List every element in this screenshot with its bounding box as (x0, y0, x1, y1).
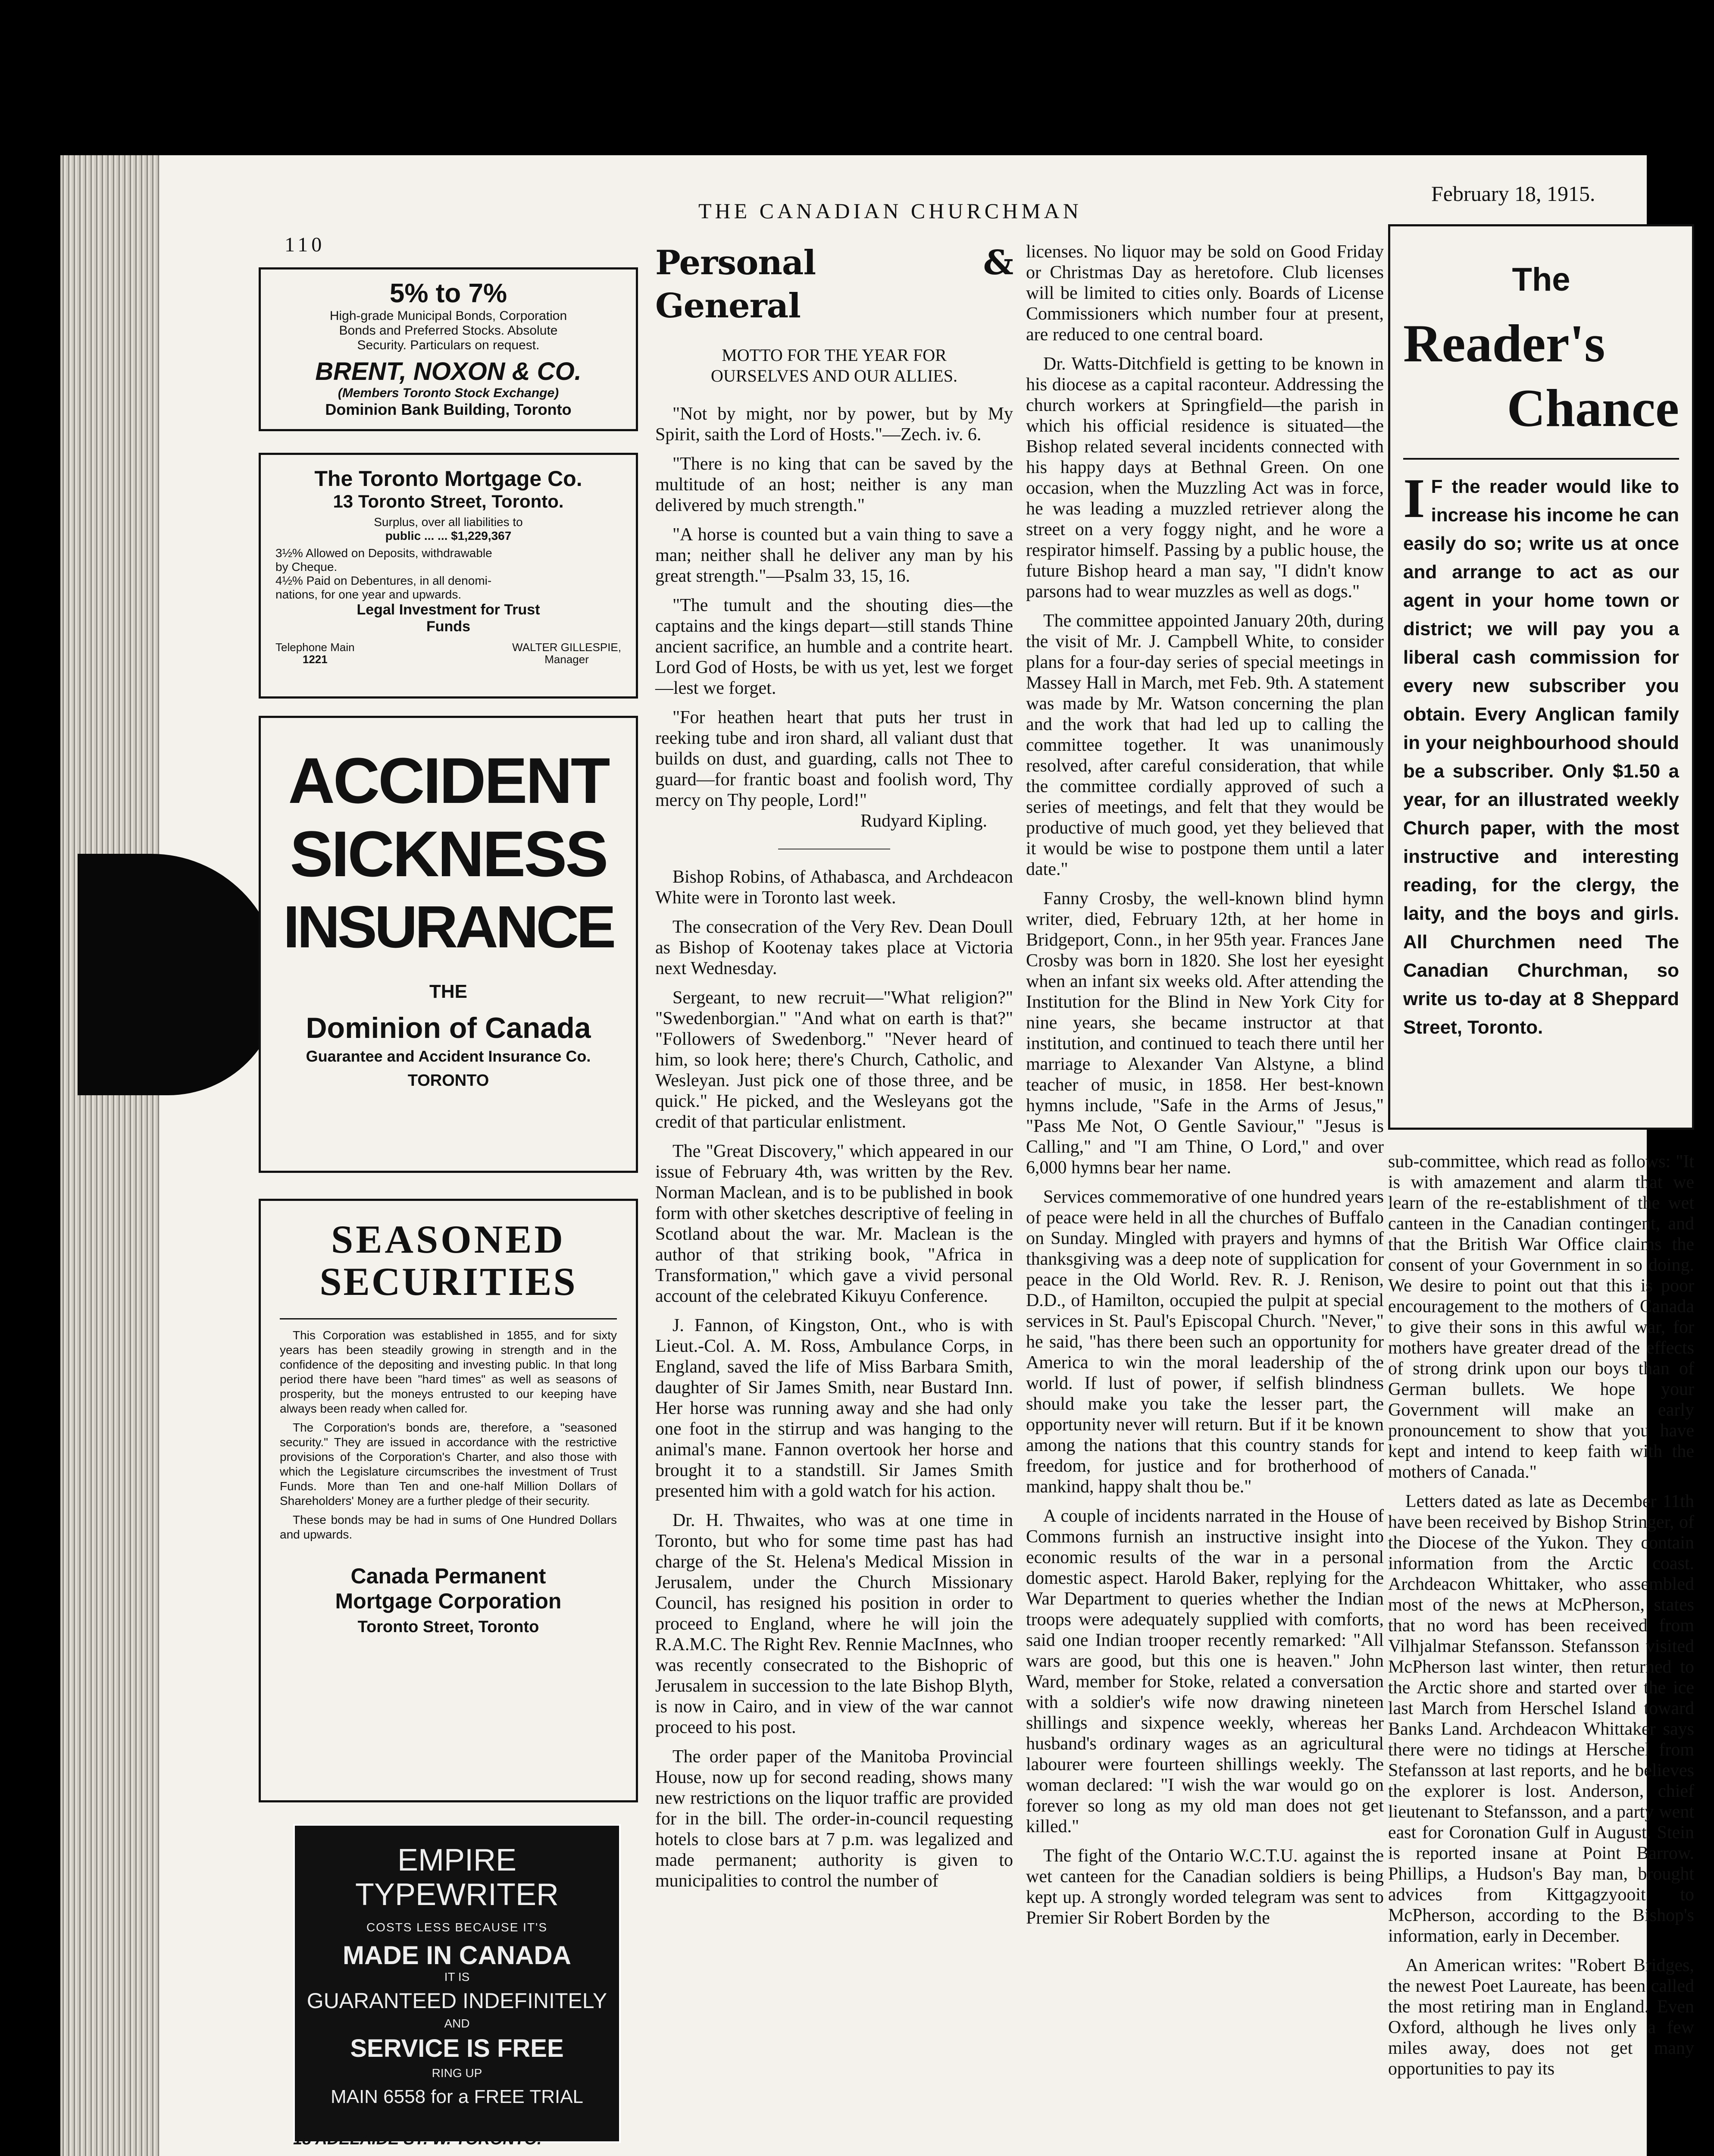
paragraph: "The tumult and the shouting dies—the captains and the kings depart—still stands Thine ancient sacrifice, an humble and a contrite heart. Lord God of Hosts, be with us yet, lest we forget—lest we forget. (655, 595, 1013, 698)
page-fore-edge (60, 155, 160, 2156)
thumb-shadow (78, 854, 280, 1095)
rc-body (1403, 467, 1679, 1042)
ad-et-address: 18 ADELAIDE ST. W. TORONTO. (293, 2130, 542, 2148)
paragraph: "There is no king that can be saved by the multitude of an host; neither is any man delivered by much strength." (655, 454, 1013, 515)
ad-ss-para: The Corporation's bonds are, therefore, a "seasoned security." They are issued in accordance with the restrictive provisions of the Corporation's Charter, and also those with which the Legislature circumscribes the investment of Trust Funds. More than Ten and one-half Million Dollars of Shareholders' Money are a further pledge of their security. (280, 1421, 617, 1507)
ad-brent-line: Bonds and Preferred Stocks. Absolute (339, 323, 558, 338)
readers-chance-box (1388, 224, 1694, 1130)
ad-ss-name: Canada Permanent (350, 1564, 546, 1588)
ad-ins-company: Dominion of Canada (306, 1012, 591, 1044)
paragraph: The committee appointed January 20th, during the visit of Mr. J. Campbell White, to consider plans for a four-day series of special meetings in Massey Hall in March, met Feb. 9th. A statement was made by Mr. Watson concerning the plan and the work that had led up to calling the committee together. It was unanimously resolved, after careful consideration, that while the committee cordially approved of such a series of meetings, and felt that they would be productive of much good, yet they believed that it would be wise to postpone them until a later date." (1026, 611, 1384, 879)
paragraph: licenses. No liquor may be sold on Good Friday or Christmas Day as heretofore. Club licenses will be limited to cities only. Boards of License Commissioners which number four at present, are reduced to one central board. (1026, 242, 1384, 345)
rc-title: Chance (1507, 379, 1679, 438)
paragraph: The fight of the Ontario W.C.T.U. against the wet canteen for the Canadian soldiers is being kept up. A strongly worded telegram was sent to Premier Sir Robert Borden by the (1026, 1846, 1384, 1928)
paragraph: Dr. H. Thwaites, who was at one time in Toronto, but who for some time past has had charge of the St. Helena's Medical Mission in Jerusalem, under the Church Missionary Council, has resigned his position in order to proceed to England, where he will join the R.A.M.C. The Right Rev. Rennie MacInnes, who was recently consecrated to the Bishopric of Jerusalem in succession to the late Bishop Blyth, is now in Cairo, and in view of the war cannot proceed to his post. (655, 1510, 1013, 1737)
masthead: THE CANADIAN CHURCHMAN (698, 199, 1082, 223)
ad-tm-line: 3½% Allowed on Deposits, withdrawable (275, 546, 492, 560)
ad-tm-name: The Toronto Mortgage Co. (314, 467, 582, 491)
ad-tm-line: 4½% Paid on Debentures, in all denomi- (275, 574, 492, 587)
ad-tm-phone-label: Telephone Main (275, 641, 355, 654)
ad-tm-legal: Legal Investment for Trust (357, 602, 540, 618)
paragraph: "A horse is counted but a vain thing to save a man; neither shall he deliver any man by his great strength."—Psalm 33, 15, 16. (655, 525, 1013, 586)
ad-et-service: SERVICE IS FREE (350, 2034, 564, 2062)
paragraph: The consecration of the Very Rev. Dean Doull as Bishop of Kootenay takes place at Victoria next Wednesday. (655, 917, 1013, 978)
paragraph: Services commemorative of one hundred years of peace were held in all the churches of Buffalo on Sunday. Mingled with prayers and hymns of thanksgiving was a deep note of supplication for peace in the Old World. Rev. R. J. Renison, D.D., of Hamilton, occupied the pulpit at special services in St. Paul's Episcopal Church. "Never," he said, "has there been such an opportunity for America to win the moral leadership of the world. If lust of power, if selfish blindness should make you take the lesser part, the opportunity never will return. But if it be known among the nations that this country stands for freedom, for justice and for brotherhood of mankind, happy shalt thou be." (1026, 1187, 1384, 1497)
ad-brent-name: BRENT, NOXON & CO. (315, 357, 582, 385)
ad-ss-title: SEASONED (331, 1217, 566, 1261)
ad-tm-line: Surplus, over all liabilities to (374, 515, 523, 529)
ad-brent-address: Dominion Bank Building, Toronto (325, 401, 572, 418)
paragraph: A couple of incidents narrated in the House of Commons furnish an instructive insight into economic results of the war in a personal domestic aspect. Harold Baker, replying for the War Department to queries whether the Indian troops were adequately supplied with comforts, said one Indian trooper recently remarked: "All wars are good, but this one is heaven." John Ward, member for Stoke, related a conversation with a soldier's wife now drawing nineteen shillings and sixpence weekly, whereas her husband's ordinary wages as an agricultural labourer were fourteen shillings weekly. The woman declared: "I wish the war would go on forever so long as my old man does not get killed." (1026, 1506, 1384, 1836)
ad-tm-manager-name: WALTER GILLESPIE, (512, 641, 621, 654)
ad-ss-title: SECURITIES (319, 1260, 577, 1304)
ad-brent-noxon (259, 267, 638, 431)
rc-text: F the reader would like to increase his income he can easily do so; write us at once and arrange to act as our agent in your home town or district; we will pay you a liberal cash commission for every new subscriber you obtain. Every Anglican family in your neighbourhood should be a subscriber. Only $1.50 a year, for an illustrated weekly Church paper, with the most instructive and interesting reading, for the clergy, the laity, and the boys and girls. All Churchmen need The Canadian Churchman, so write us to-day at 8 Sheppard Street, Toronto. (1403, 476, 1679, 1038)
ad-tm-line: nations, for one year and upwards. (275, 588, 462, 601)
page-number: 110 (285, 233, 325, 256)
ad-et-line: IT IS (444, 1970, 470, 1984)
column-three (1026, 241, 1384, 1937)
motto-title: OURSELVES AND OUR ALLIES. (711, 366, 957, 385)
ad-tm-funds: Funds (426, 618, 470, 635)
ad-ins-word: INSURANCE (283, 894, 614, 960)
ad-ss-address: Toronto Street, Toronto (357, 1618, 539, 1636)
paragraph: "For heathen heart that puts her trust in reeking tube and iron shard, all valiant dust that builds on dust, and guarding, calls not Thee to guard—for frantic boast and foolish word, Thy mercy on Thy people, Lord!" (655, 708, 1013, 810)
ad-empire-typewriter (293, 1824, 621, 2143)
paragraph: Fanny Crosby, the well-known blind hymn writer, died, February 12th, at her home in Bridgeport, Conn., in her 95th year. Frances Jane Crosby was born in 1820. She lost her eyesight when an infant six weeks old. After attending the Institution for the Blind in New York City for nine years, she became instructor at that institution, and continued to teach there until her marriage to Alexander Van Alstyne, a blind teacher of music, in 1858. Her best-known hymns include, "Safe in the Arms of Jesus," "Pass Me Not, O Gentle Saviour," "Jesus is Calling," and "I am Thine, O Lord," and over 6,000 hymns bear her name. (1026, 889, 1384, 1178)
ad-et-guaranteed: GUARANTEED INDEFINITELY (307, 1989, 607, 2013)
rc-the: The (1512, 261, 1570, 298)
paragraph: Dr. Watts-Ditchfield is getting to be known in his diocese as a capital raconteur. Addressing the church workers at Springfield—the parish in which his official residence is situated—the Bishop related several incidents connected with his happy days at Bethnal Green. On one occasion, when the Muzzling Act was in force, he was leading a muzzled retriever along the street on a very foggy night, and he wore a respirator himself. Passing by a public house, the future Bishop heard a man say, "I didn't know parsons had to wear muzzles as well as dogs." (1026, 354, 1384, 602)
paragraph: An American writes: "Robert Bridges, the newest Poet Laureate, has been called the most retiring man in England. Even Oxford, although he lives only a few miles away, does not get many opportunities to pay its (1388, 1955, 1694, 2079)
column-personal-general (655, 241, 1013, 1900)
paragraph: sub-committee, which read as follows: "It is with amazement and alarm that we learn of the re-establishment of the wet canteen in the Canadian contingent, and that the British War Office claims the consent of your Government in so doing. We desire to point out that this is poor encouragement to the mothers of Canada to give their sons in this awful war, for mothers have greater dread of the effects of strong drink upon our boys than of German bullets. We hope your Government will make an early pronouncement to show that you have kept and intend to keep faith with the mothers of Canada." (1388, 1152, 1694, 1482)
quote-author: Rudyard Kipling. (860, 811, 987, 831)
ad-tm-manager-title: Manager (544, 653, 589, 666)
ad-brent-members: (Members Toronto Stock Exchange) (338, 386, 559, 400)
ad-accident-insurance (259, 716, 638, 1173)
paragraph: The order paper of the Manitoba Provincial House, now up for second reading, shows many new restrictions on the liquor traffic are provided for in the bill. The order-in-council requesting hotels to close bars at 7 p.m. was legalized and made permanent; authority is given to municipalities to control the number of (655, 1747, 1013, 1891)
ad-tm-line: by Cheque. (275, 560, 338, 573)
paragraph: The "Great Discovery," which appeared in our issue of February 4th, was written by the Rev. Norman Maclean, and is to be published in book form with other sketches descriptive of feeling in Scotland about the war. Mr. Maclean is the author of that striking book, "Africa in Transformation," which gave a vivid personal account of the celebrated Kikuyu Conference. (655, 1141, 1013, 1306)
ad-ins-company-sub: Guarantee and Accident Insurance Co. (306, 1047, 591, 1065)
ad-et-line: RING UP (432, 2066, 482, 2080)
ad-et-line: COSTS LESS BECAUSE IT'S (366, 1921, 548, 1934)
section-heading: Personal & General (655, 243, 1013, 326)
ad-brent-line: High-grade Municipal Bonds, Corporation (329, 309, 567, 323)
paragraph: Letters dated as late as December 11th have been received by Bishop Stringer, of the Diocese of the Yukon. They contain information from the Arctic coast. Archdeacon Whittaker, who assembled most of the news at McPherson, states that no word has been received from Vilhjalmar Stefansson. Stefansson visited McPherson last winter, then returned to the Arctic shore and started over the ice last March from Herschel Island toward Banks Land. Archdeacon Whittaker says there were no tidings at Herschel from Stefansson at last reports, and he believes the explorer is lost. Anderson, chief lieutenant to Stefansson, and a party went east for Coronation Gulf in August. Stein is reported insane at Point Barrow. Phillips, a Hudson's Bay man, brought advices from Kittgagzyooit to McPherson, according to the Bishop's information, early in December. (1388, 1492, 1694, 1946)
ad-brent-line: Security. Particulars on request. (357, 338, 540, 352)
ad-brent-rate: 5% to 7% (389, 279, 507, 308)
ad-tm-phone-number: 1221 (302, 653, 328, 666)
ad-et-line: AND (444, 2017, 470, 2030)
ad-ins-word: SICKNESS (290, 818, 607, 890)
column-four (1388, 1151, 1694, 2088)
ad-tm-manager (512, 641, 621, 665)
newspaper-page (60, 155, 1694, 2156)
paragraph: "Not by might, nor by power, but by My Spirit, saith the Lord of Hosts."—Zech. iv. 6. (655, 404, 1013, 445)
ad-ins-city: TORONTO (407, 1072, 489, 1090)
rc-title: Reader's (1403, 314, 1605, 373)
ad-tm-line: public ... ... $1,229,367 (385, 529, 512, 542)
paragraph: Sergeant, to new recruit—"What religion?" "Swedenborgian." "And what on earth is that?" "Followers of Swedenborg." "Never heard of him, so look here; there's Church, Catholic, and Wesleyan. Just pick one of those three, and be quick." He picked, and the Wesleyans got the credit of that particular enlistment. (655, 988, 1013, 1132)
motto-title: MOTTO FOR THE YEAR FOR (722, 345, 947, 365)
ad-ins-word: ACCIDENT (288, 744, 609, 817)
rc-dropcap: I (1403, 467, 1425, 530)
issue-date: February 18, 1915. (1431, 182, 1595, 206)
ad-ss-para: This Corporation was established in 1855, and for sixty years has been steadily growing in strength and in the confidence of the depositing and investing public. In that long period there have been "hard times" as well as seasons of prosperity, but the moneys entrusted to our keeping have always been ready when called for. (280, 1329, 617, 1415)
ad-tm-address: 13 Toronto Street, Toronto. (333, 491, 564, 511)
ad-ss-name: Mortgage Corporation (335, 1589, 562, 1613)
ad-ins-the: THE (429, 981, 467, 1002)
paragraph: Bishop Robins, of Athabasca, and Archdeacon White were in Toronto last week. (655, 867, 1013, 908)
ad-et-title: EMPIRE TYPEWRITER (355, 1843, 559, 1912)
ad-et-phone: MAIN 6558 for a FREE TRIAL (330, 2086, 584, 2107)
ad-toronto-mortgage (259, 453, 638, 699)
ad-et-made: MADE IN CANADA (343, 1941, 571, 1970)
ad-seasoned-securities (259, 1199, 638, 1802)
ad-tm-phone (275, 641, 355, 665)
ad-ss-para: These bonds may be had in sums of One Hundred Dollars and upwards. (280, 1513, 617, 1541)
paragraph: J. Fannon, of Kingston, Ont., who is with Lieut.-Col. A. M. Ross, Ambulance Corps, in England, saved the life of Miss Barbara Smith, daughter of Sir James Smith, near Bustard Inn. Her horse was running away and she had only one foot in the stirrup and was hanging to the animal's mane. Fannon overtook her horse and brought it to a standstill. Sir James Smith presented him with a gold watch for his action. (655, 1316, 1013, 1501)
